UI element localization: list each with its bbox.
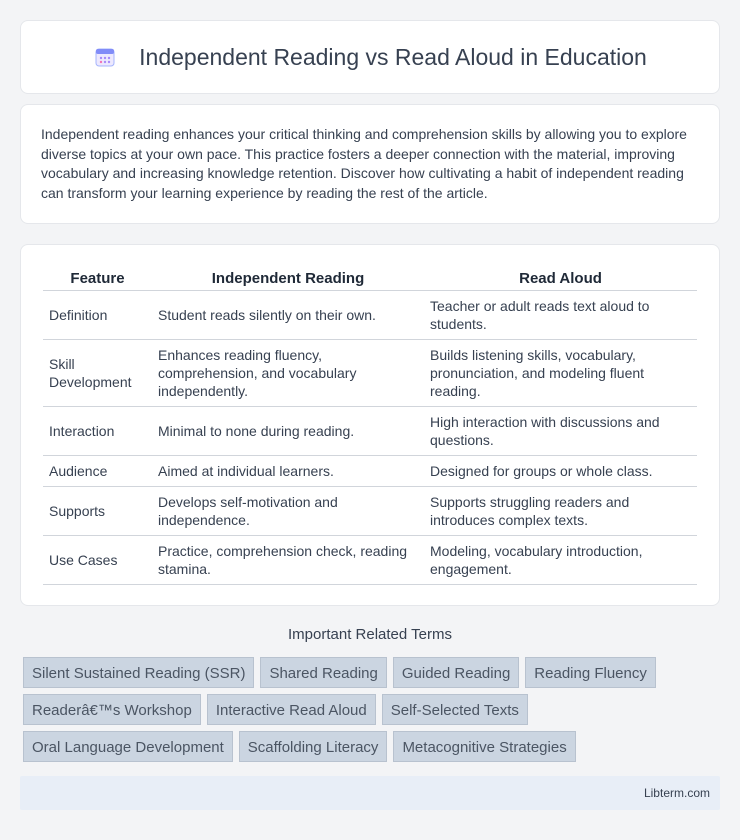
independent-reading-cell: Practice, comprehension check, reading stamina.	[152, 536, 424, 585]
related-terms-list	[23, 657, 723, 768]
related-terms-row	[23, 657, 723, 688]
related-terms-title: Important Related Terms	[288, 626, 452, 643]
table-row	[43, 291, 697, 340]
independent-reading-cell: Enhances reading fluency, comprehension, and vocabulary independently.	[152, 340, 424, 407]
page-title: Independent Reading vs Read Aloud in Education	[139, 43, 647, 70]
related-term-tag[interactable]: Guided Reading	[393, 657, 519, 688]
column-header: Independent Reading	[152, 265, 424, 291]
comparison-table	[43, 265, 697, 585]
related-terms-row	[23, 694, 723, 725]
table-row	[43, 407, 697, 456]
column-header: Feature	[43, 265, 152, 291]
footer-site-link[interactable]: Libterm.com	[643, 786, 710, 800]
related-term-tag[interactable]: Silent Sustained Reading (SSR)	[23, 657, 254, 688]
feature-cell: Interaction	[43, 407, 152, 456]
read-aloud-cell: Designed for groups or whole class.	[424, 456, 697, 487]
column-header: Read Aloud	[424, 265, 697, 291]
related-term-tag[interactable]: Metacognitive Strategies	[393, 731, 575, 762]
table-row	[43, 340, 697, 407]
feature-cell: Use Cases	[43, 536, 152, 585]
related-terms-row	[23, 731, 723, 762]
read-aloud-cell: Modeling, vocabulary introduction, engagement.	[424, 536, 697, 585]
related-term-tag[interactable]: Readerâ€™s Workshop	[23, 694, 201, 725]
read-aloud-cell: Supports struggling readers and introduces complex texts.	[424, 487, 697, 536]
related-term-tag[interactable]: Shared Reading	[260, 657, 386, 688]
table-row	[43, 456, 697, 487]
comparison-table-card	[20, 244, 720, 606]
related-term-tag[interactable]: Scaffolding Literacy	[239, 731, 388, 762]
intro-text: Independent reading enhances your critical thinking and comprehension skills by allowing you to explore diverse topics at your own pace. This practice fosters a deeper connection with the material, improving vocabulary and increasing knowledge retention. Discover how cultivating a habit of independent reading can transform your learning experience by reading the rest of the article.	[41, 126, 687, 201]
feature-cell: Definition	[43, 291, 152, 340]
header-card	[20, 20, 720, 94]
footer	[20, 776, 720, 810]
calendar-icon	[93, 45, 117, 69]
related-term-tag[interactable]: Reading Fluency	[525, 657, 656, 688]
table-row	[43, 487, 697, 536]
table-header-row	[43, 265, 697, 291]
feature-cell: Skill Development	[43, 340, 152, 407]
read-aloud-cell: Builds listening skills, vocabulary, pronunciation, and modeling fluent reading.	[424, 340, 697, 407]
intro-card	[20, 104, 720, 224]
independent-reading-cell: Minimal to none during reading.	[152, 407, 424, 456]
table-row	[43, 536, 697, 585]
read-aloud-cell: High interaction with discussions and questions.	[424, 407, 697, 456]
feature-cell: Audience	[43, 456, 152, 487]
related-term-tag[interactable]: Self-Selected Texts	[382, 694, 528, 725]
independent-reading-cell: Aimed at individual learners.	[152, 456, 424, 487]
related-term-tag[interactable]: Oral Language Development	[23, 731, 233, 762]
independent-reading-cell: Develops self-motivation and independence.	[152, 487, 424, 536]
read-aloud-cell: Teacher or adult reads text aloud to students.	[424, 291, 697, 340]
feature-cell: Supports	[43, 487, 152, 536]
independent-reading-cell: Student reads silently on their own.	[152, 291, 424, 340]
related-term-tag[interactable]: Interactive Read Aloud	[207, 694, 376, 725]
